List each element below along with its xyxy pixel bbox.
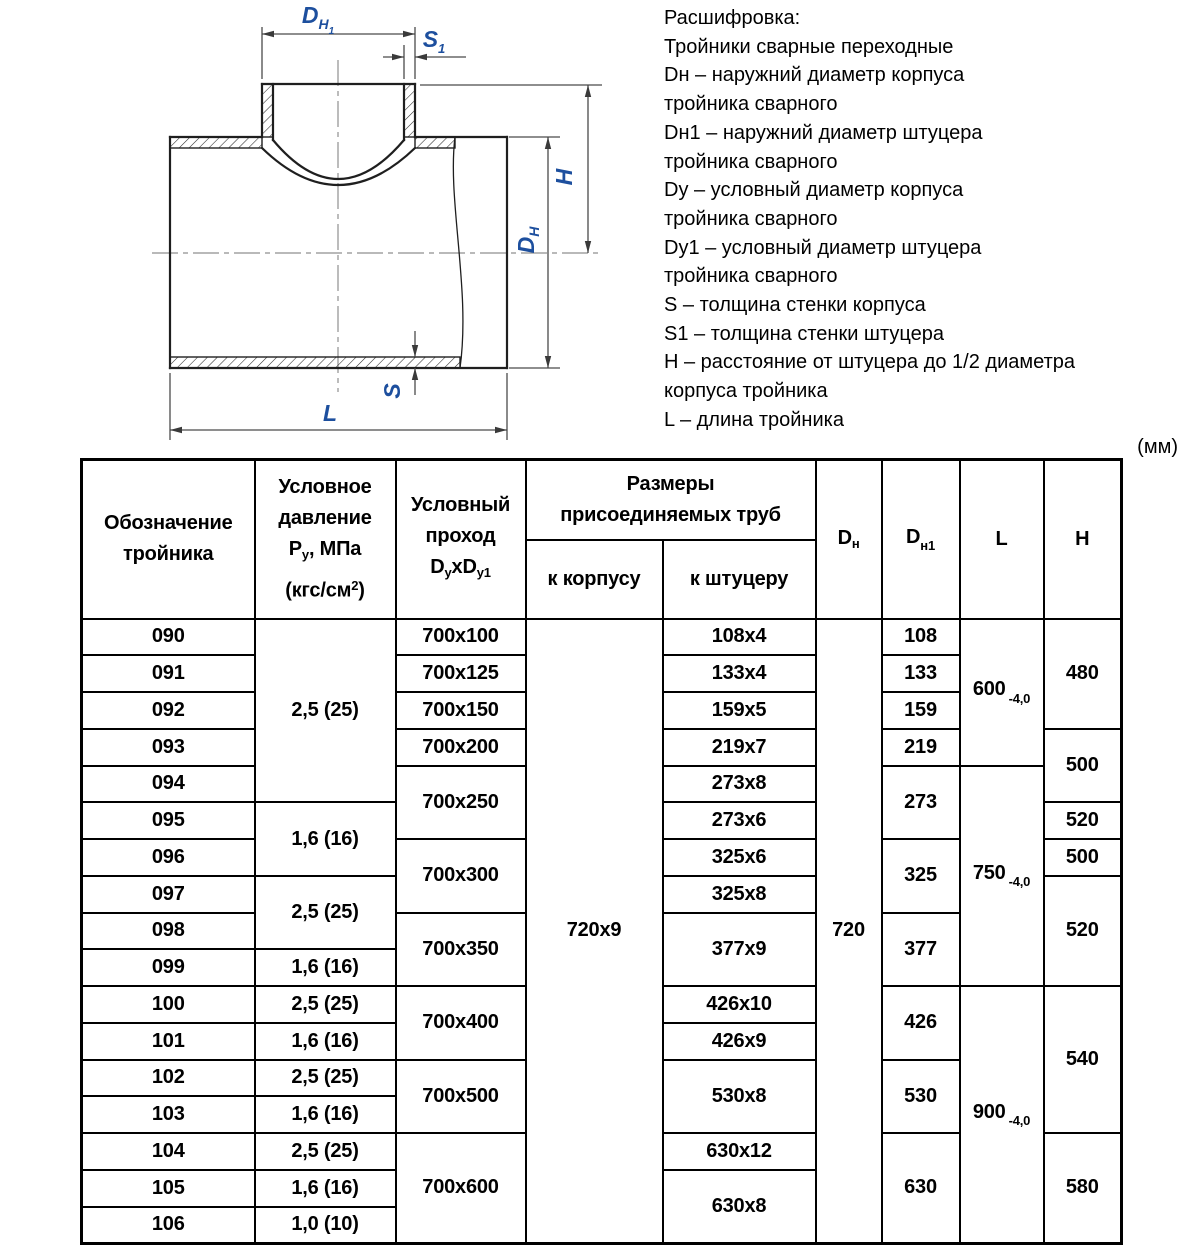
cell-branch-pipe-size: 159x5 — [663, 692, 816, 729]
cell-pressure: 1,6 (16) — [255, 1096, 396, 1133]
cell-designation: 090 — [82, 619, 255, 656]
legend-line: Dн1 – наружний диаметр штуцера — [664, 121, 983, 144]
table-row — [82, 619, 1122, 656]
legend-line: тройника сварного — [664, 150, 838, 173]
cell-branch-pipe-size: 273x8 — [663, 766, 816, 803]
legend-line: Тройники сварные переходные — [664, 35, 954, 58]
header-h: H — [1044, 460, 1122, 619]
cell-height: 540 — [1044, 986, 1122, 1133]
legend-line: S – толщина стенки корпуса — [664, 294, 926, 317]
cell-pressure: 2,5 (25) — [255, 619, 396, 803]
cell-designation: 092 — [82, 692, 255, 729]
header-to-body: к корпусу — [526, 540, 663, 619]
cell-designation: 106 — [82, 1207, 255, 1244]
cell-designation: 098 — [82, 913, 255, 950]
cell-branch-pipe-size: 325x6 — [663, 839, 816, 876]
header-dn: Dн — [816, 460, 882, 619]
cell-pressure: 1,6 (16) — [255, 1170, 396, 1207]
tolerance-value: -4,0 — [1008, 1112, 1031, 1128]
label-dn1: $D_{H1}$ — [301, 2, 335, 37]
cell-outer-diameter: 720 — [816, 619, 882, 1244]
header-connected-pipes: Размеры присоединяемых труб — [526, 460, 816, 540]
legend-line: S1 – толщина стенки штуцера — [664, 322, 944, 345]
cell-branch-outer-diameter: 377 — [882, 913, 960, 987]
header-nominal-bore: Условный проход DуxDу1 — [396, 460, 526, 619]
header-designation: Обозначение тройника — [82, 460, 255, 619]
cell-branch-outer-diameter: 133 — [882, 655, 960, 692]
label-h: H — [551, 168, 577, 186]
cell-branch-outer-diameter: 426 — [882, 986, 960, 1060]
cell-nominal-bore: 700x600 — [396, 1133, 526, 1243]
cell-nominal-bore: 700x100 — [396, 619, 526, 656]
cell-height: 500 — [1044, 839, 1122, 876]
cell-length: 600 $_{-4,0}$ — [960, 619, 1044, 766]
cell-pressure: 2,5 (25) — [255, 1133, 396, 1170]
cell-pressure: 1,6 (16) — [255, 802, 396, 876]
label-l: L — [322, 400, 338, 426]
tee-technical-drawing — [0, 0, 660, 455]
cell-pressure: 2,5 (25) — [255, 986, 396, 1023]
cell-designation: 091 — [82, 655, 255, 692]
cell-branch-outer-diameter: 219 — [882, 729, 960, 766]
cell-height: 520 — [1044, 876, 1122, 986]
cell-height: 500 — [1044, 729, 1122, 803]
legend-line: Расшифровка: — [664, 7, 801, 29]
cell-branch-pipe-size: 630x8 — [663, 1170, 816, 1244]
cell-pressure: 1,6 (16) — [255, 949, 396, 986]
cell-designation: 094 — [82, 766, 255, 803]
legend-line: L – длина тройника — [664, 408, 844, 431]
cell-height: 580 — [1044, 1133, 1122, 1243]
cell-designation: 093 — [82, 729, 255, 766]
cell-designation: 097 — [82, 876, 255, 913]
cell-branch-pipe-size: 530x8 — [663, 1060, 816, 1134]
centerlines — [152, 60, 600, 392]
cell-branch-pipe-size: 325x8 — [663, 876, 816, 913]
cell-pressure: 2,5 (25) — [255, 1060, 396, 1097]
cell-designation: 099 — [82, 949, 255, 986]
cell-branch-outer-diameter: 325 — [882, 839, 960, 913]
cell-length: 900 $_{-4,0}$ — [960, 986, 1044, 1243]
cell-nominal-bore: 700x250 — [396, 766, 526, 840]
cell-nominal-bore: 700x350 — [396, 913, 526, 987]
legend-line: тройника сварного — [664, 265, 838, 288]
header-l: L — [960, 460, 1044, 619]
cell-nominal-bore: 700x200 — [396, 729, 526, 766]
cell-body-pipe-size: 720x9 — [526, 619, 663, 1244]
header-pressure: Условное давление Pу, МПа $(кгс/см^2)$ — [255, 460, 396, 619]
tolerance-value: -4,0 — [1008, 690, 1031, 706]
legend-line: Dy – условный диаметр корпуса — [664, 179, 964, 202]
legend-line: H – расстояние от штуцера до 1/2 диаметра — [664, 351, 1075, 374]
cell-height: 480 — [1044, 619, 1122, 729]
header-row-1 — [82, 460, 1122, 540]
cell-branch-outer-diameter: 630 — [882, 1133, 960, 1243]
dimensions-table — [80, 458, 1123, 1245]
cell-nominal-bore: 700x500 — [396, 1060, 526, 1134]
cell-branch-pipe-size: 426x10 — [663, 986, 816, 1023]
legend-line: Dy1 – условный диаметр штуцера — [664, 236, 982, 259]
cell-branch-pipe-size: 108x4 — [663, 619, 816, 656]
cell-branch-outer-diameter: 108 — [882, 619, 960, 656]
units-label: (мм) — [1137, 436, 1178, 458]
cell-designation: 104 — [82, 1133, 255, 1170]
header-to-branch: к штуцеру — [663, 540, 816, 619]
cell-height: 520 — [1044, 802, 1122, 839]
cell-pressure: 2,5 (25) — [255, 876, 396, 950]
header-dn1: $D_{н1}$ — [882, 460, 960, 619]
label-s1: $S_1$ — [422, 26, 446, 56]
pipe-wall-sections — [170, 84, 460, 368]
legend-line: Dн – наружний диаметр корпуса — [664, 64, 965, 87]
cell-designation: 105 — [82, 1170, 255, 1207]
cell-designation: 103 — [82, 1096, 255, 1133]
cell-nominal-bore: 700x300 — [396, 839, 526, 913]
cell-nominal-bore: 700x125 — [396, 655, 526, 692]
cell-length: 750 $_{-4,0}$ — [960, 766, 1044, 987]
cell-branch-pipe-size: 219x7 — [663, 729, 816, 766]
cell-branch-pipe-size: 630x12 — [663, 1133, 816, 1170]
cell-pressure: 1,0 (10) — [255, 1207, 396, 1244]
tolerance-value: -4,0 — [1008, 874, 1031, 890]
legend — [664, 4, 1075, 435]
table-body — [82, 619, 1122, 1244]
cell-nominal-bore: 700x400 — [396, 986, 526, 1060]
cell-branch-outer-diameter: 530 — [882, 1060, 960, 1134]
cell-nominal-bore: 700x150 — [396, 692, 526, 729]
cell-designation: 101 — [82, 1023, 255, 1060]
cell-designation: 102 — [82, 1060, 255, 1097]
cell-designation: 096 — [82, 839, 255, 876]
cell-branch-pipe-size: 273x6 — [663, 802, 816, 839]
cell-branch-pipe-size: 377x9 — [663, 913, 816, 987]
cell-pressure: 1,6 (16) — [255, 1023, 396, 1060]
cell-designation: 095 — [82, 802, 255, 839]
label-dn: $D_H$ — [513, 226, 542, 254]
cell-branch-pipe-size: 426x9 — [663, 1023, 816, 1060]
cell-branch-outer-diameter: 273 — [882, 766, 960, 840]
cell-branch-outer-diameter: 159 — [882, 692, 960, 729]
legend-line: тройника сварного — [664, 207, 838, 230]
legend-line: корпуса тройника — [664, 380, 828, 403]
cell-designation: 100 — [82, 986, 255, 1023]
label-s: S — [379, 383, 405, 399]
legend-line: тройника сварного — [664, 93, 838, 116]
cell-branch-pipe-size: 133x4 — [663, 655, 816, 692]
